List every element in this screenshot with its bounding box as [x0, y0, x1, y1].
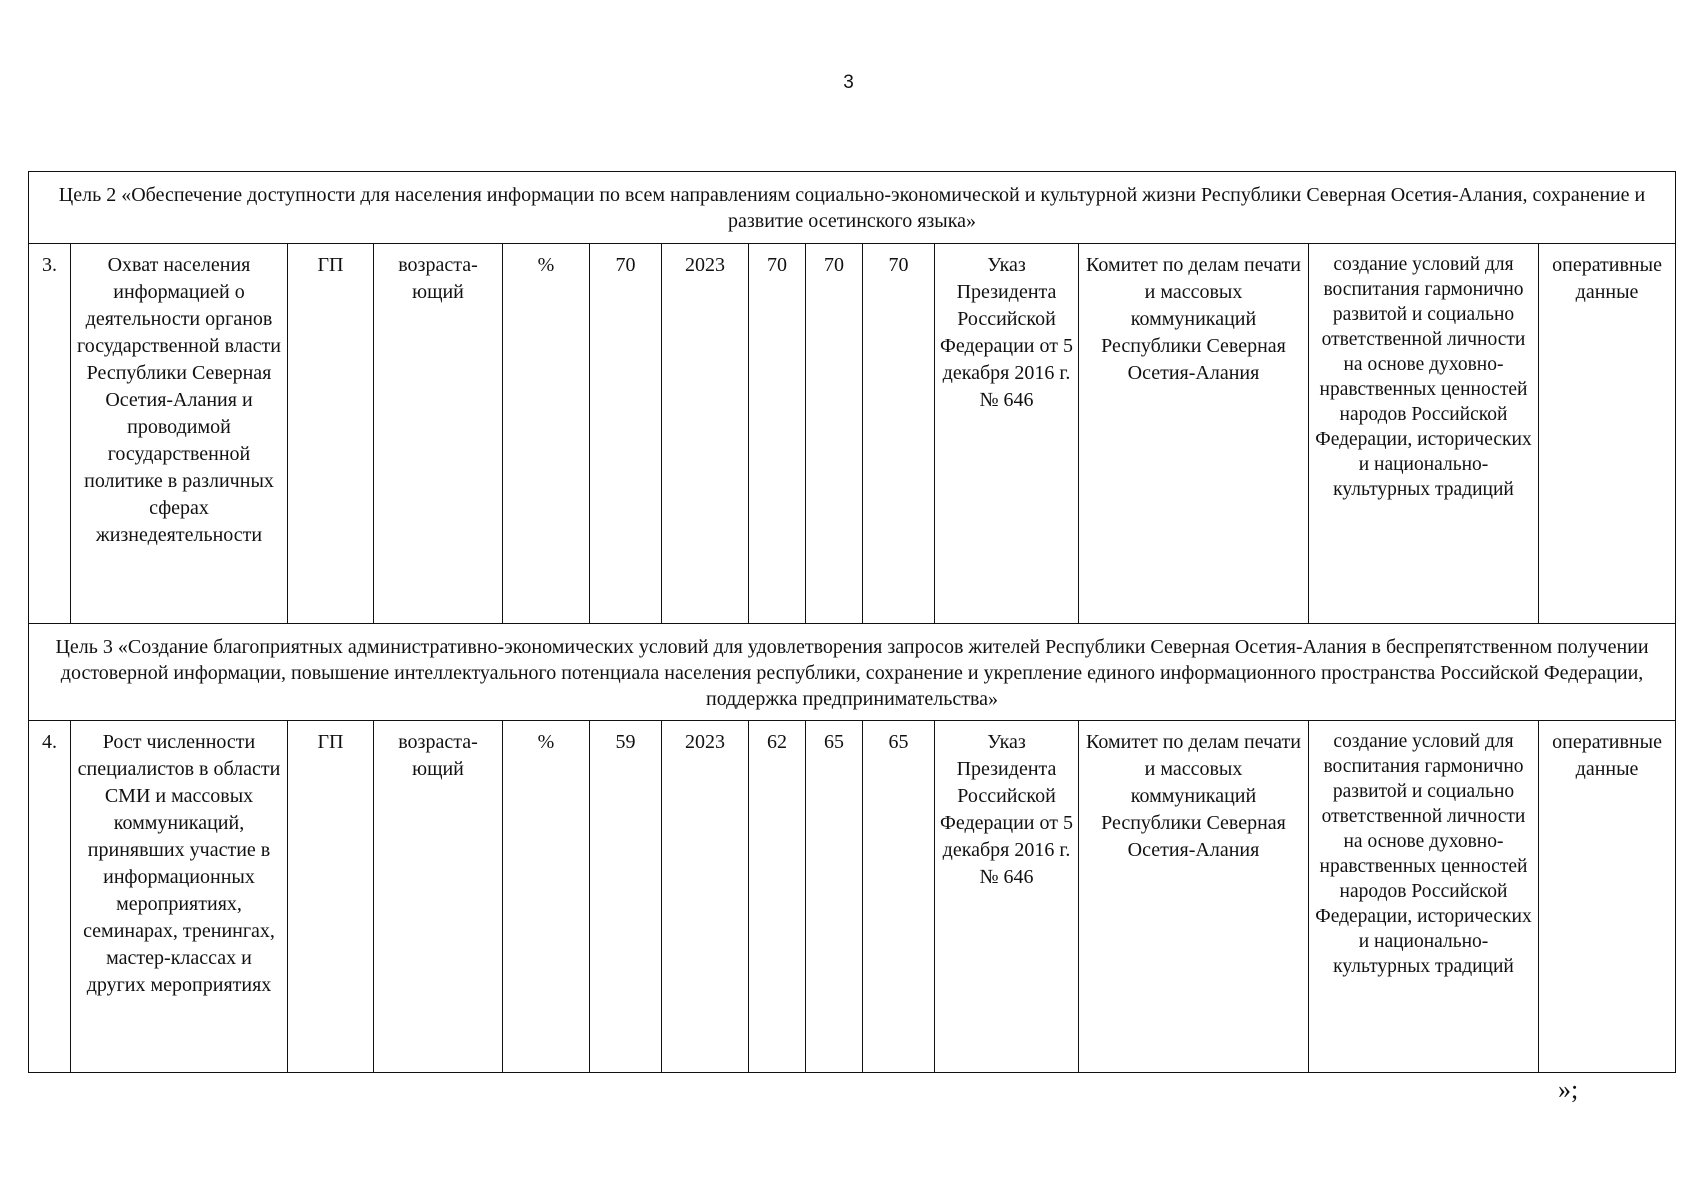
closing-quote: »;: [1558, 1075, 1579, 1104]
responsible-body: Комитет по делам печати и массовых коммуникаций Республики Северная Осетия-Алания: [1079, 721, 1309, 1073]
data-source: оперативные данные: [1539, 244, 1676, 624]
indicator-level: ГП: [288, 244, 374, 624]
page-number: 3: [843, 72, 854, 93]
table-row: [29, 244, 1676, 624]
value-year-3: 65: [863, 721, 935, 1073]
goal-3-row: [29, 624, 1676, 721]
base-year: 2023: [662, 721, 749, 1073]
indicator-trend: возраста-ющий: [374, 244, 503, 624]
base-year: 2023: [662, 244, 749, 624]
indicator-level: ГП: [288, 721, 374, 1073]
national-goals: создание условий для воспитания гармонично развитой и социально ответственной личности на основе духовно-нравственных ценностей народов Российской Федерации, исторических и национально-культурных традиций: [1309, 721, 1539, 1073]
responsible-body: Комитет по делам печати и массовых коммуникаций Республики Северная Осетия-Алания: [1079, 244, 1309, 624]
unit: %: [503, 244, 590, 624]
indicator-name: Охват населения информацией о деятельности органов государственной власти Республики Северная Осетия-Алания и проводимой государственной политике в различных сферах жизнедеятельности: [71, 244, 288, 624]
base-value: 59: [590, 721, 662, 1073]
indicators-table: [28, 171, 1676, 1073]
goal-2-row: [29, 172, 1676, 244]
value-year-2: 65: [806, 721, 863, 1073]
national-goals: создание условий для воспитания гармонично развитой и социально ответственной личности на основе духовно-нравственных ценностей народов Российской Федерации, исторических и национально-культурных традиций: [1309, 244, 1539, 624]
table-row: [29, 721, 1676, 1073]
value-year-2: 70: [806, 244, 863, 624]
legal-document: Указ Президента Российской Федерации от 5 декабря 2016 г. № 646: [935, 721, 1079, 1073]
indicator-name: Рост численности специалистов в области СМИ и массовых коммуникаций, принявших участие в информационных мероприятиях, семинарах, тренингах, мастер-классах и других мероприятиях: [71, 721, 288, 1073]
value-year-3: 70: [863, 244, 935, 624]
row-number: 3.: [29, 244, 71, 624]
row-number: 4.: [29, 721, 71, 1073]
unit: %: [503, 721, 590, 1073]
value-year-1: 70: [749, 244, 806, 624]
goal-3-title: Цель 3 «Создание благоприятных административно-экономических условий для удовлетворения запросов жителей Республики Северная Осетия-Алания в беспрепятственном получении достоверной информации, повышение интеллектуального потенциала населения республики, сохранение и укрепление единого информационного пространства Российской Федерации, поддержка предпринимательства»: [29, 624, 1676, 721]
base-value: 70: [590, 244, 662, 624]
data-source: оперативные данные: [1539, 721, 1676, 1073]
legal-document: Указ Президента Российской Федерации от 5 декабря 2016 г. № 646: [935, 244, 1079, 624]
indicator-trend: возраста-ющий: [374, 721, 503, 1073]
goal-2-title: Цель 2 «Обеспечение доступности для населения информации по всем направлениям социально-экономической и культурной жизни Республики Северная Осетия-Алания, сохранение и развитие осетинского языка»: [29, 172, 1676, 244]
value-year-1: 62: [749, 721, 806, 1073]
